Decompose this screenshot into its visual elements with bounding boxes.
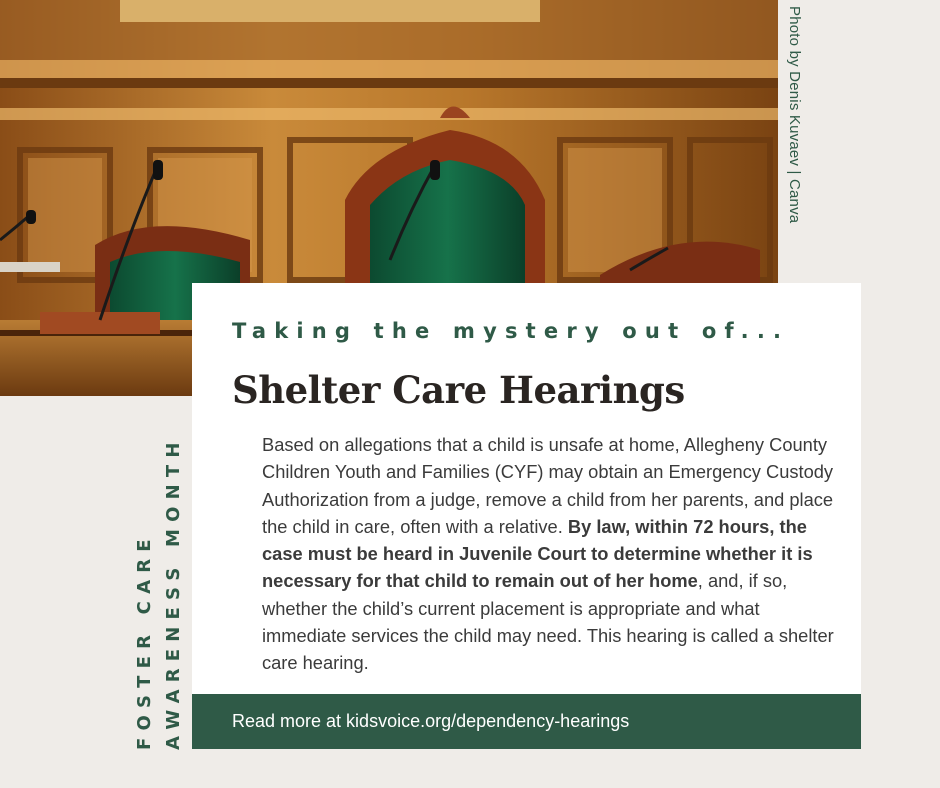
body-text-bold: By law, within 72 hours, the case must be heard in Juvenile Court to determine whether it is necessary for that child to remain out of her home xyxy=(262,515,813,592)
body-paragraph xyxy=(262,431,840,677)
campaign-label-line2: AWARENESS MONTH xyxy=(163,435,184,750)
read-more-link[interactable]: Read more at kidsvoice.org/dependency-hearings xyxy=(232,711,630,731)
photo-credit: Photo by Denis Kuvaev | Canva xyxy=(786,6,803,224)
body-text-part1: Based on allegations that a child is unsafe at home, Allegheny County Children Youth and Families (CYF) may obtain an Emergency Custody Authorization from a judge, remove a child from her parents, and place the child in care, often with a relative. xyxy=(262,434,834,537)
kicker-text: Taking the mystery out of... xyxy=(232,319,790,343)
campaign-label xyxy=(130,405,190,750)
campaign-label-line1: FOSTER CARE xyxy=(134,532,155,750)
page-title: Shelter Care Hearings xyxy=(232,368,685,412)
body-text-part2: , and, if so, whether the child’s current placement is appropriate and what immediate services the child may need. This hearing is called a shelter care hearing. xyxy=(262,570,834,674)
info-card xyxy=(192,283,861,694)
footer-banner xyxy=(192,694,861,749)
